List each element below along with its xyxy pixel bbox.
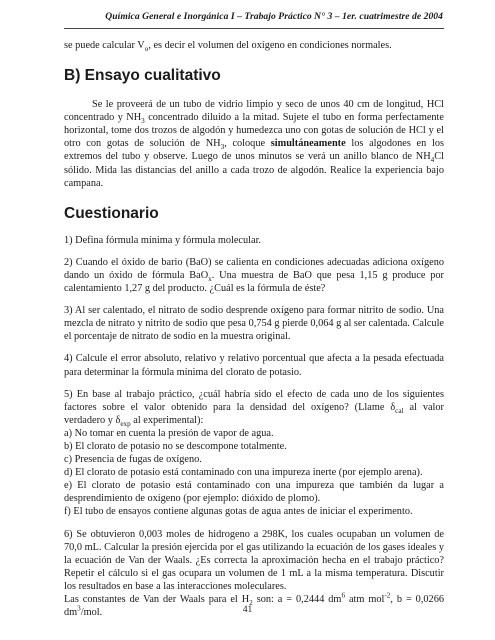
question-5-item-c: c) Presencia de fugas de oxígeno. xyxy=(64,454,202,466)
text-run: 5) En base al trabajo práctico, ¿cuál habría sido el efecto de cada uno de los siguientes factores sobre el valor obtenido para la densidad del oxígeno? (Llame δ xyxy=(64,388,444,413)
subscript: 2 xyxy=(249,599,253,608)
superscript: 6 xyxy=(341,591,346,600)
text-run: , b = 0,0266 dm xyxy=(64,594,444,619)
text-run: son: a = 0,2444 dm xyxy=(252,594,342,605)
intro-paragraph xyxy=(64,39,444,52)
question-5-item-a: a) No tomar en cuenta la presión de vapor de agua. xyxy=(64,427,274,439)
superscript: 3 xyxy=(77,604,81,613)
question-5-item-e: e) El clorato de potasio está contaminado con una impureza que también da lugar a desprendimiento de oxígeno (por ejemplo: dióxido de plomo). xyxy=(64,480,444,505)
question-2 xyxy=(64,256,444,295)
cuestionario-title: Cuestionario xyxy=(64,204,159,222)
question-4: 4) Calcule el error absoluto, relativo y relativo porcentual que afecta a la pesada efectuada para determinar la fórmula mínima del clorato de potasio. xyxy=(64,353,444,378)
intro-subscript: o xyxy=(144,45,149,54)
header-rule xyxy=(64,28,444,29)
page-content xyxy=(64,39,444,619)
subscript: x xyxy=(208,274,212,283)
subscript: 3 xyxy=(141,117,145,126)
subscript: exp xyxy=(120,419,131,428)
question-5-item-f: f) El tubo de ensayos contiene algunas gotas de agua antes de iniciar el experimento. xyxy=(64,506,413,518)
section-b-title: B) Ensayo cualitativo xyxy=(64,67,221,85)
text-run: los algodones en los extremos del tubo y observe. Luego de unos minutos se verá un anillo blanco de NH xyxy=(64,138,444,163)
section-b-paragraph xyxy=(64,98,444,190)
superscript: -2 xyxy=(384,591,391,600)
emphasis-text: simultáneamente xyxy=(270,138,346,150)
text-run: Cl sólido. Mida las distancias del anillo a cada trozo de algodón. Realice la experiencia bajo campana. xyxy=(64,151,444,189)
text-run: Las constantes de Van der Waals para el H xyxy=(64,594,250,605)
text-run: 2) Cuando el óxido de bario (BaO) se calienta en condiciones adecuadas adiciona oxígeno dando un óxido de fórmula BaO xyxy=(64,256,444,281)
text-run: /mol. xyxy=(80,607,103,619)
text-run: concentrado diluido a la mitad. Sujete el tubo en forma perfectamente horizontal, tome dos trozos de algodón y humedezca uno con gotas de solución de HCl y el otro con gotas de solución de NH xyxy=(64,112,444,150)
question-6: 6) Se obtuvieron 0,003 moles de hidrogeno a 298K, los cuales ocupaban un volumen de 70,0 mL. Calcular la presión ejercida por el gas utilizando la ecuación de los gases ideales y la ecuación de Van der Waals. ¿Es correcta la aproximación hecha en el trabajo práctico? Repetir el cálculo si el gas ocupara un volumen de 1 mL a la misma temperatura. Discutir los resultados en base a las interacciones moleculares. xyxy=(64,528,444,592)
question-3: 3) Al ser calentado, el nitrato de sodio desprende oxígeno para formar nitrito de sodio. Una mezcla de nitrato y nitrito de sodio que pesa 0,754 g pierde 0,064 g al ser calentada. Calcule el porcentaje de nitrato de sodio en la muestra original. xyxy=(64,305,444,343)
subscript: 4 xyxy=(430,156,435,165)
text-run: al experimental): xyxy=(130,414,204,426)
running-header: Química General e Inorgánica I – Trabajo Práctico N° 3 – 1er. cuatrimestre de 2004 xyxy=(105,11,443,22)
text-run: . Una muestra de BaO que pesa 1,15 g produce por calentamiento 1,27 g del producto. ¿Cuál es la fórmula de éste? xyxy=(64,269,444,295)
page-number: 41 xyxy=(242,605,253,615)
text-run: al valor verdadero y δ xyxy=(64,401,444,426)
text-run: atm mol xyxy=(345,594,385,605)
question-5-item-d: d) El clorato de potasio está contaminado con una impureza inerte (por ejemplo arena). xyxy=(64,467,423,479)
text-run: , coloque xyxy=(224,138,271,150)
intro-text-end: , es decir el volumen del oxígeno en condiciones normales. xyxy=(148,40,392,51)
question-5 xyxy=(64,388,444,427)
question-1: 1) Defina fórmula mínima y fórmula molecular. xyxy=(64,234,262,246)
question-5-item-b: b) El clorato de potasio no se descompone totalmente. xyxy=(64,440,287,452)
subscript: 3 xyxy=(220,143,225,152)
intro-text: se puede calcular V xyxy=(64,40,145,51)
subscript: cal xyxy=(395,406,404,415)
text-run: Se le proveerá de un tubo de vidrio limpio y seco de unos 40 cm de longitud, HCl concentrado y NH xyxy=(64,99,444,124)
